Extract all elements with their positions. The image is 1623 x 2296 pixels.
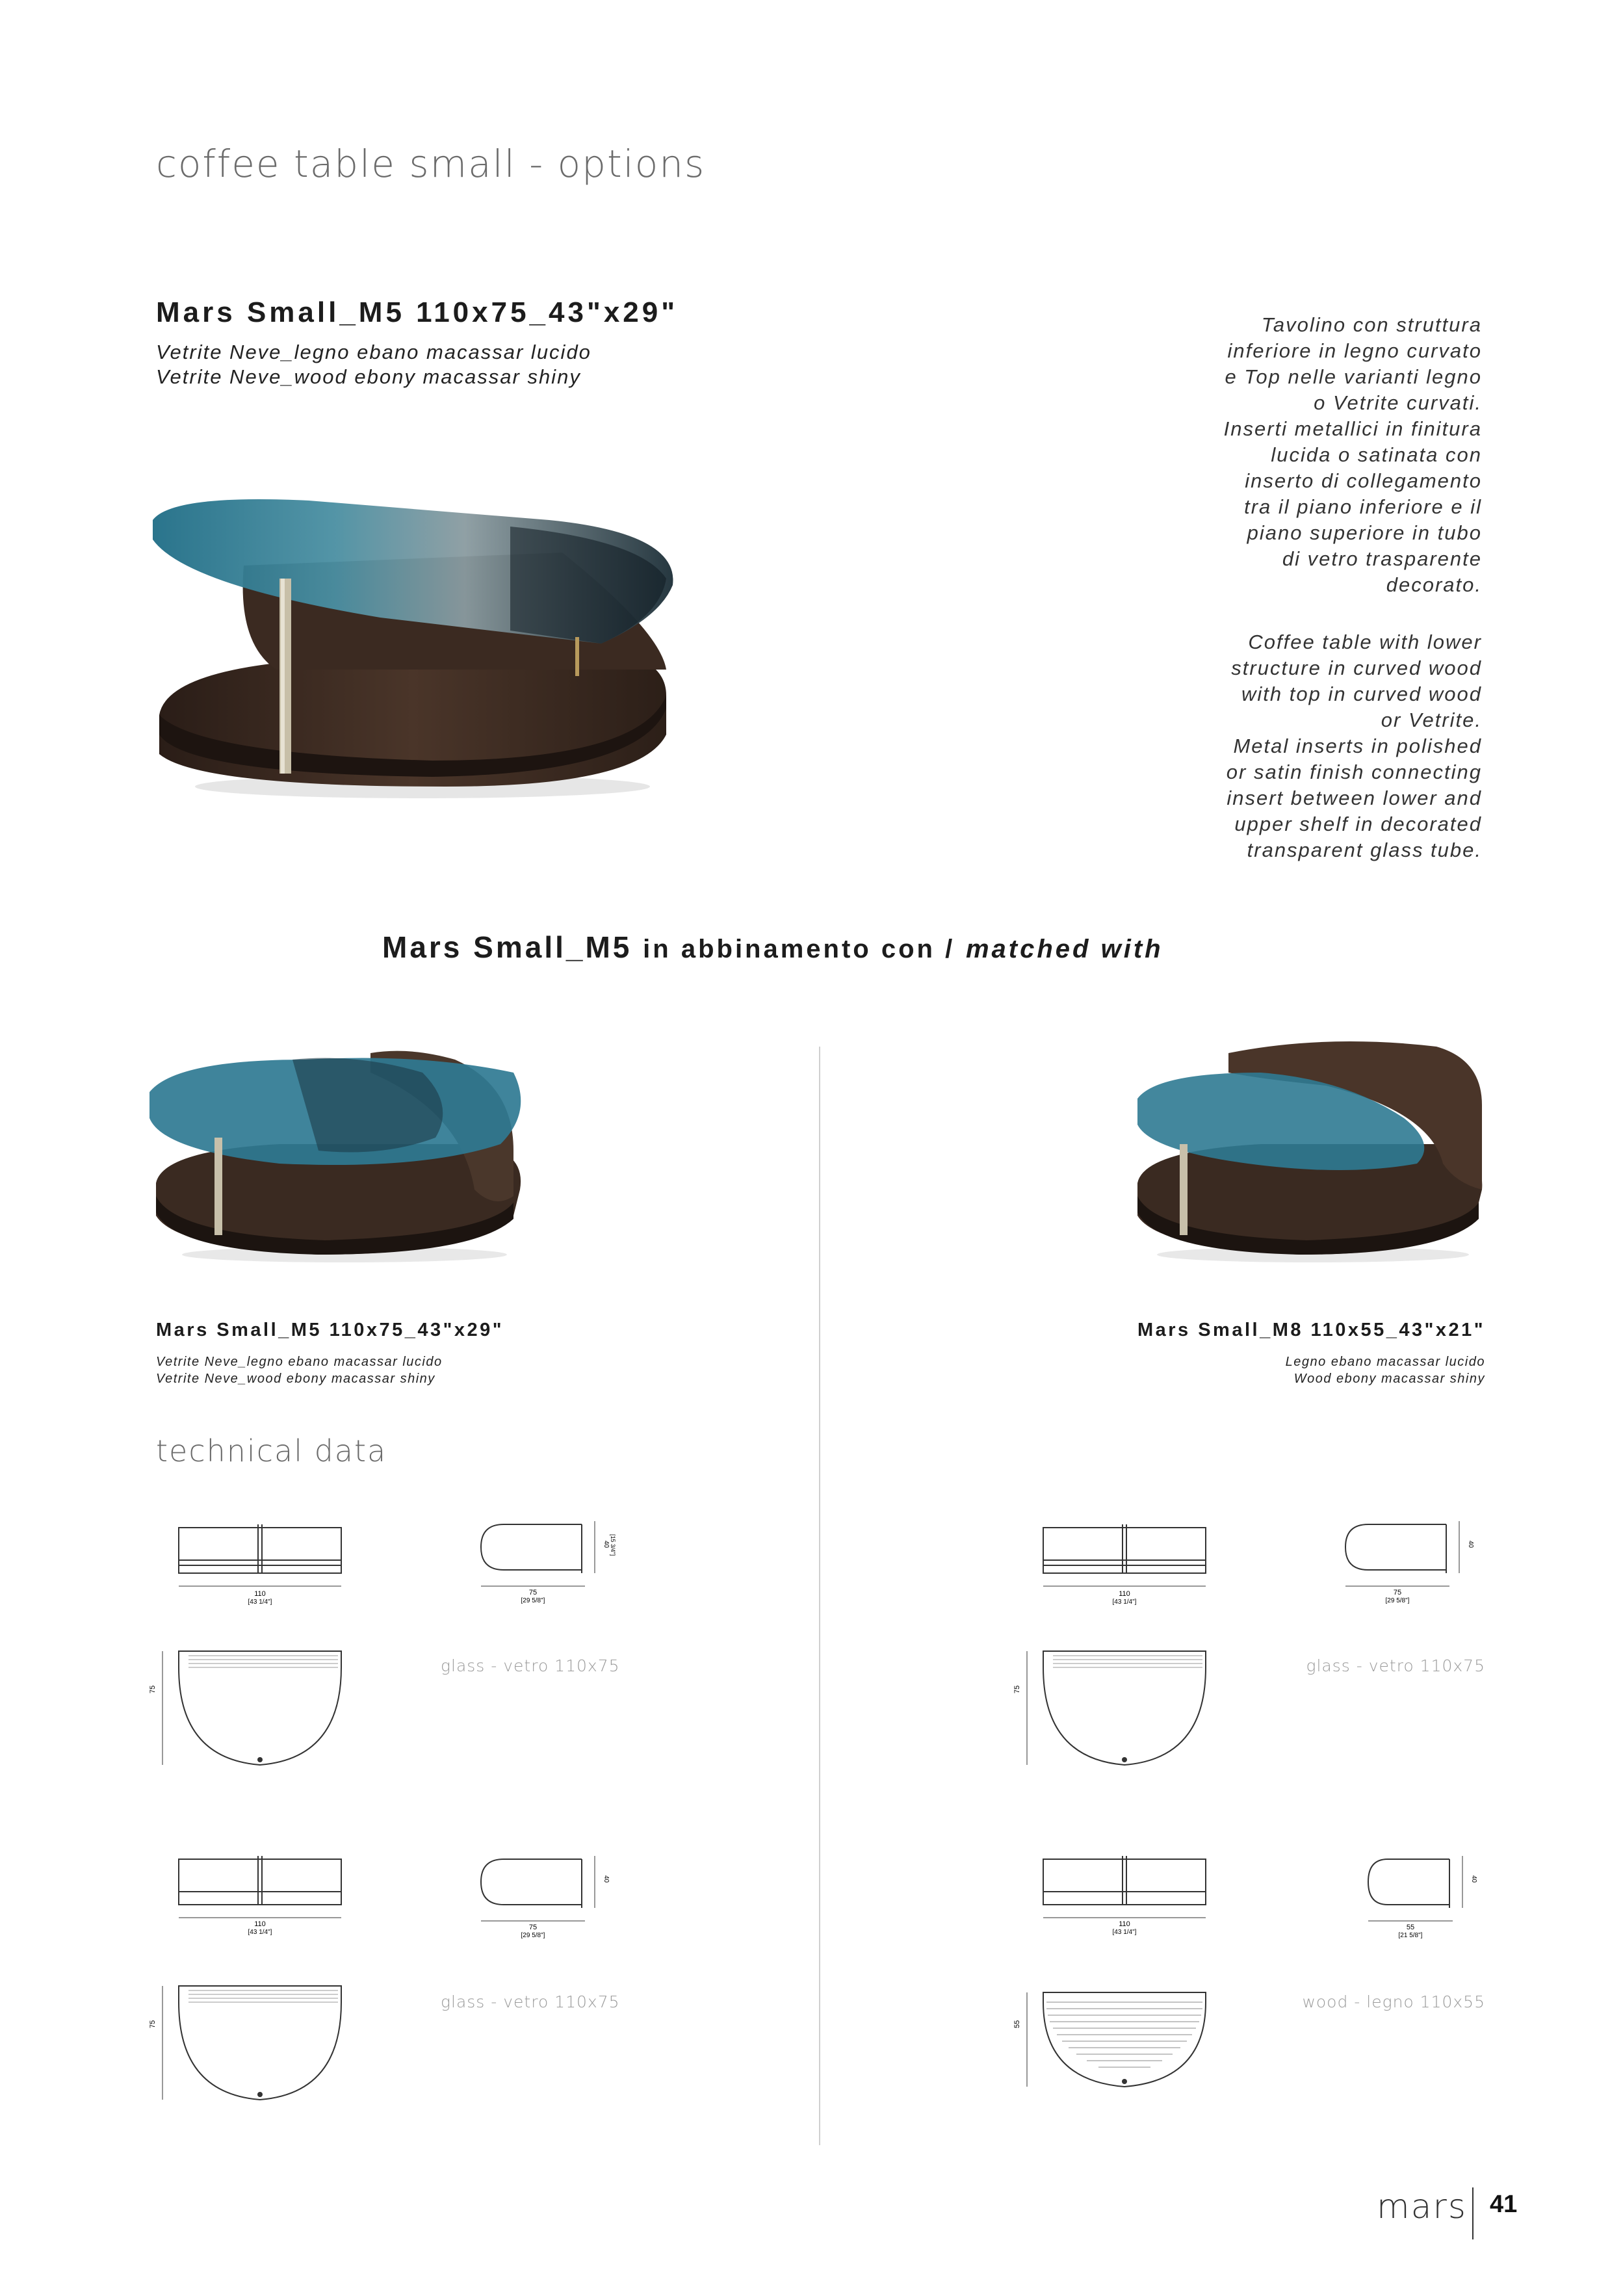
desc-en-line: insert between lower and <box>1227 787 1482 809</box>
description-en <box>1040 629 1482 863</box>
hero-product-image <box>146 481 699 806</box>
dim-depth-in: [29 5/8"] <box>521 1932 545 1939</box>
desc-it-line: di vetro trasparente <box>1282 547 1482 570</box>
dim-height: 40 <box>603 1541 610 1548</box>
desc-it-line: tra il piano inferiore e il <box>1244 495 1482 518</box>
desc-it-line: Tavolino con struttura <box>1261 313 1482 336</box>
dim-width-in: [43 1/4"] <box>1112 1598 1137 1606</box>
right-plan-view-2 <box>1014 1983 1222 2100</box>
dim-height-in: [15 3/4"] <box>610 1534 616 1556</box>
right-label-2: wood - legno 110x55 <box>1302 1992 1485 2011</box>
dim-height: 40 <box>603 1875 610 1883</box>
matched-connector: in abbinamento con / <box>643 935 955 963</box>
dim-depth-55: 55 <box>1406 1924 1415 1931</box>
left-plan-view-1 <box>149 1641 357 1771</box>
dim-width-in: [43 1/4"] <box>248 1598 272 1606</box>
dim-depth-in: [29 5/8"] <box>1385 1597 1410 1604</box>
matched-emphasis: matched with <box>965 935 1163 963</box>
dim-depth: 75 <box>528 1589 538 1597</box>
dim-height: 40 <box>1467 1541 1474 1548</box>
right-front-elevation-2 <box>1037 1849 1219 1940</box>
left-product-title: Mars Small_M5 110x75_43"x29" <box>156 1320 504 1340</box>
footer-brand: mars <box>1377 2187 1467 2226</box>
desc-en-line: Metal inserts in polished <box>1233 735 1482 757</box>
desc-it-line: o Vetrite curvati. <box>1314 391 1482 414</box>
plan-dim: 75 <box>149 2020 157 2028</box>
dim-depth-in: [29 5/8"] <box>521 1597 545 1604</box>
desc-en-line: structure in curved wood <box>1231 657 1482 679</box>
left-side-elevation-2 <box>471 1846 614 1944</box>
desc-en-line: or Vetrite. <box>1381 709 1482 731</box>
plan-dim: 55 <box>1013 2020 1021 2028</box>
dim-width-in: [43 1/4"] <box>248 1929 272 1936</box>
desc-it-line: piano superiore in tubo <box>1247 521 1482 544</box>
left-plan-view-2 <box>149 1976 357 2106</box>
left-product-sub-en: Vetrite Neve_wood ebony macassar shiny <box>156 1372 435 1386</box>
left-product-image <box>149 1034 539 1268</box>
dim-depth: 75 <box>1393 1589 1402 1597</box>
dim-width: 110 <box>254 1920 266 1928</box>
right-product-title: Mars Small_M8 110x55_43"x21" <box>1137 1320 1485 1340</box>
column-divider <box>819 1047 820 2145</box>
desc-it-line: inserto di collegamento <box>1245 469 1482 492</box>
left-label-1: glass - vetro 110x75 <box>441 1656 620 1675</box>
desc-it-line: inferiore in legno curvato <box>1227 339 1482 362</box>
hero-subtitle-it: Vetrite Neve_legno ebano macassar lucido <box>156 341 591 363</box>
left-side-elevation-1 <box>471 1511 614 1609</box>
hero-title: Mars Small_M5 110x75_43"x29" <box>156 296 679 328</box>
desc-it-line: Inserti metallici in finitura <box>1223 417 1482 440</box>
dim-width: 110 <box>1119 1920 1130 1928</box>
plan-dim: 75 <box>1013 1685 1021 1693</box>
right-product-sub-it: Legno ebano macassar lucido <box>1285 1355 1485 1369</box>
desc-it-line: decorato. <box>1386 573 1482 596</box>
desc-en-line: upper shelf in decorated <box>1234 813 1482 835</box>
left-label-2: glass - vetro 110x75 <box>441 1992 620 2011</box>
right-plan-view-1 <box>1014 1641 1222 1771</box>
right-label-1: glass - vetro 110x75 <box>1306 1656 1485 1675</box>
technical-data-title: technical data <box>156 1433 387 1468</box>
desc-en-line: with top in curved wood <box>1241 683 1482 705</box>
right-product-image <box>1131 1034 1495 1268</box>
right-front-elevation-1 <box>1037 1521 1219 1612</box>
footer-divider <box>1472 2187 1474 2239</box>
desc-it-line: lucida o satinata con <box>1271 443 1482 466</box>
desc-it-line: e Top nelle varianti legno <box>1225 365 1482 388</box>
matched-heading <box>382 930 1163 965</box>
matched-name: Mars Small_M5 <box>382 930 632 964</box>
left-product-sub-it: Vetrite Neve_legno ebano macassar lucido <box>156 1355 443 1369</box>
dim-width: 110 <box>1119 1590 1130 1598</box>
dim-width: 110 <box>254 1590 266 1598</box>
left-front-elevation-2 <box>172 1849 354 1940</box>
desc-en-line: or satin finish connecting <box>1226 761 1482 783</box>
section-title: coffee table small - options <box>156 142 706 186</box>
hero-subtitle-en: Vetrite Neve_wood ebony macassar shiny <box>156 365 581 388</box>
dim-depth: 75 <box>528 1924 538 1931</box>
plan-dim: 75 <box>149 1685 157 1693</box>
right-side-elevation-2 <box>1358 1846 1488 1944</box>
dim-height: 40 <box>1470 1875 1477 1883</box>
desc-en-line: transparent glass tube. <box>1247 839 1482 861</box>
right-product-sub-en: Wood ebony macassar shiny <box>1293 1372 1485 1386</box>
right-side-elevation-1 <box>1336 1511 1479 1609</box>
left-front-elevation-1 <box>172 1521 354 1612</box>
desc-en-line: Coffee table with lower <box>1248 631 1482 653</box>
description-it <box>1040 312 1482 598</box>
dim-width-in: [43 1/4"] <box>1112 1929 1137 1936</box>
dim-depth-55-in: [21 5/8"] <box>1398 1932 1423 1939</box>
footer-page-number: 41 <box>1490 2191 1518 2218</box>
